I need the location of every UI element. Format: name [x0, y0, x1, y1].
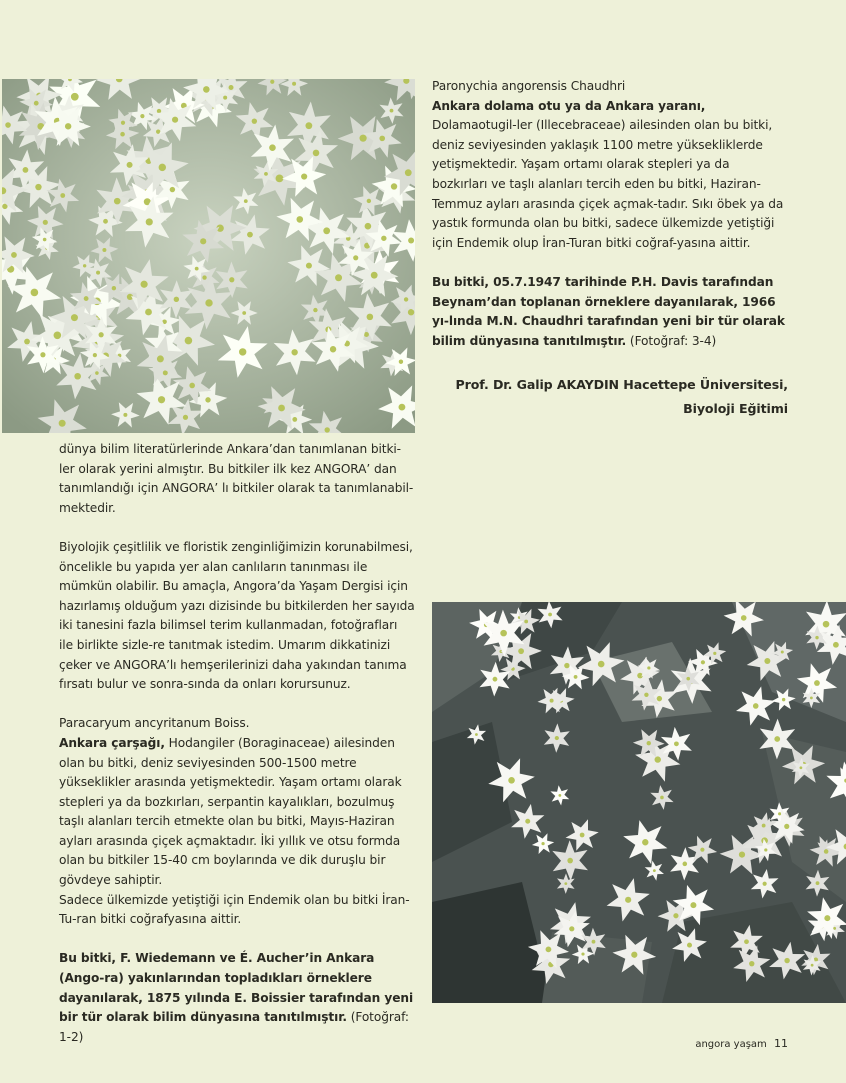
species2-endemic: Sadece ülkemizde yetiştiği için Endemik olan bu bitki İran-Tu-ran bitki coğrafyasına aittir.	[59, 892, 410, 927]
species2-description	[59, 734, 415, 891]
page-number: 11	[774, 1037, 788, 1050]
species1-heading	[432, 77, 788, 97]
plant-photo-rocks	[432, 602, 846, 1003]
species2-heading	[59, 714, 415, 734]
author-name: Prof. Dr. Galip AKAYDIN Hacettepe Üniversitesi,	[455, 377, 788, 393]
plant-photo-rocks-image	[432, 602, 846, 1003]
species2-history-text: Bu bitki, F. Wiedemann ve É. Aucher’in Ankara (Ango-ra) yakınlarından topladıkları örneklere dayanılarak, 1875 yılında E. Boissier tarafından yeni bir tür olarak bilim dünyasına tanıtılmıştır.	[59, 951, 414, 1025]
species2-scientific-name: Paracaryum ancyritanum	[59, 716, 211, 731]
species1-description-text: Dolamaotugil-ler (Illecebraceae) ailesinden olan bu bitki, deniz seviyesinden yaklaşık 1100 metre yüksekliklerde yetişmektedir. Yaşam ortamı olarak stepleri ya da bozkırları ve taşlı alanları tercih eden bu bitki, Haziran-Temmuz ayları arasında çiçek açmak-tadır. Sıkı öbek ya da yastık formunda olan bu bitki, sadece ülkemizde yetiştiği için Endemik olup İran-Turan bitki coğraf-yasına aittir.	[432, 118, 784, 250]
page-footer	[695, 1037, 788, 1050]
species1-author: Chaudhri	[570, 79, 626, 93]
species2-author: Boiss.	[214, 716, 250, 731]
species1-photo-ref: (Fotoğraf: 3-4)	[626, 333, 717, 348]
species2-common-name: Ankara çarşağı,	[59, 735, 165, 750]
species2-photo-ref: (Fotoğraf: 1-2)	[59, 1010, 409, 1044]
species2-history	[59, 949, 415, 1047]
plant-photo-paronychia-image	[2, 79, 415, 433]
species1-common-name: Ankara dolama otu ya da Ankara yaranı,	[432, 98, 706, 113]
intro-paragraph: Biyolojik çeşitlilik ve floristik zenginliğimizin korunabilmesi, öncelikle bu yapıda yer alan canlıların tanınması ile mümkün olabilir. Bu amaçla, Angora’da Yaşam Dergisi için hazırlamış olduğum yazı dizisinde bu bitkilerden her sayıda iki tanesini fazla bilimsel terim kullanmadan, fotoğrafları ile birlikte sizle-re tanıtmak istedim. Umarım dikkatinizi çeker ve ANGORA’lı hemşerilerinizi daha yakından tanıma fırsatı bulur ve sonra-sında da onları korursunuz.	[59, 539, 415, 692]
species1-history	[432, 273, 788, 351]
species1-description	[432, 97, 788, 254]
author-signature	[432, 373, 788, 421]
left-column	[59, 440, 415, 1047]
right-column	[432, 77, 788, 421]
plant-photo-paronychia	[2, 79, 415, 433]
species1-scientific-name: Paronychia angorensis	[432, 79, 567, 93]
species2-description-text: Hodangiler (Boraginaceae) ailesinden olan bu bitki, deniz seviyesinden 500-1500 metre yükseklikler arasında yetişmektedir. Yaşam ortamı olarak stepleri ya da bozkırları, serpantin kayalıkları, bozulmuş taşlı alanları tercih etmekte olan bu bitki, Mayıs-Haziran ayları arasında çiçek açmaktadır. İki yıllık ve otsu formda olan bu bitkiler 15-40 cm boylarında ve dik duruşlu bir gövdeye sahiptir.	[59, 735, 402, 888]
magazine-name: angora yaşam	[695, 1039, 767, 1050]
intro-continuation: dünya bilim literatürlerinde Ankara’dan tanımlanan bitki-ler olarak yerini almıştır. Bu bitkiler ilk kez ANGORA’ dan tanımlandığı için ANGORA’ lı bitkiler olarak ta tanımlanabil-mektedir.	[59, 442, 414, 515]
species1-history-text: Bu bitki, 05.7.1947 tarihinde P.H. Davis tarafından Beynam’dan toplanan örneklere dayanılarak, 1966 yı-lında M.N. Chaudhri tarafından yeni bir tür olarak bilim dünyasına tanıtılmıştır.	[432, 274, 785, 348]
author-department: Biyoloji Eğitimi	[683, 401, 788, 417]
